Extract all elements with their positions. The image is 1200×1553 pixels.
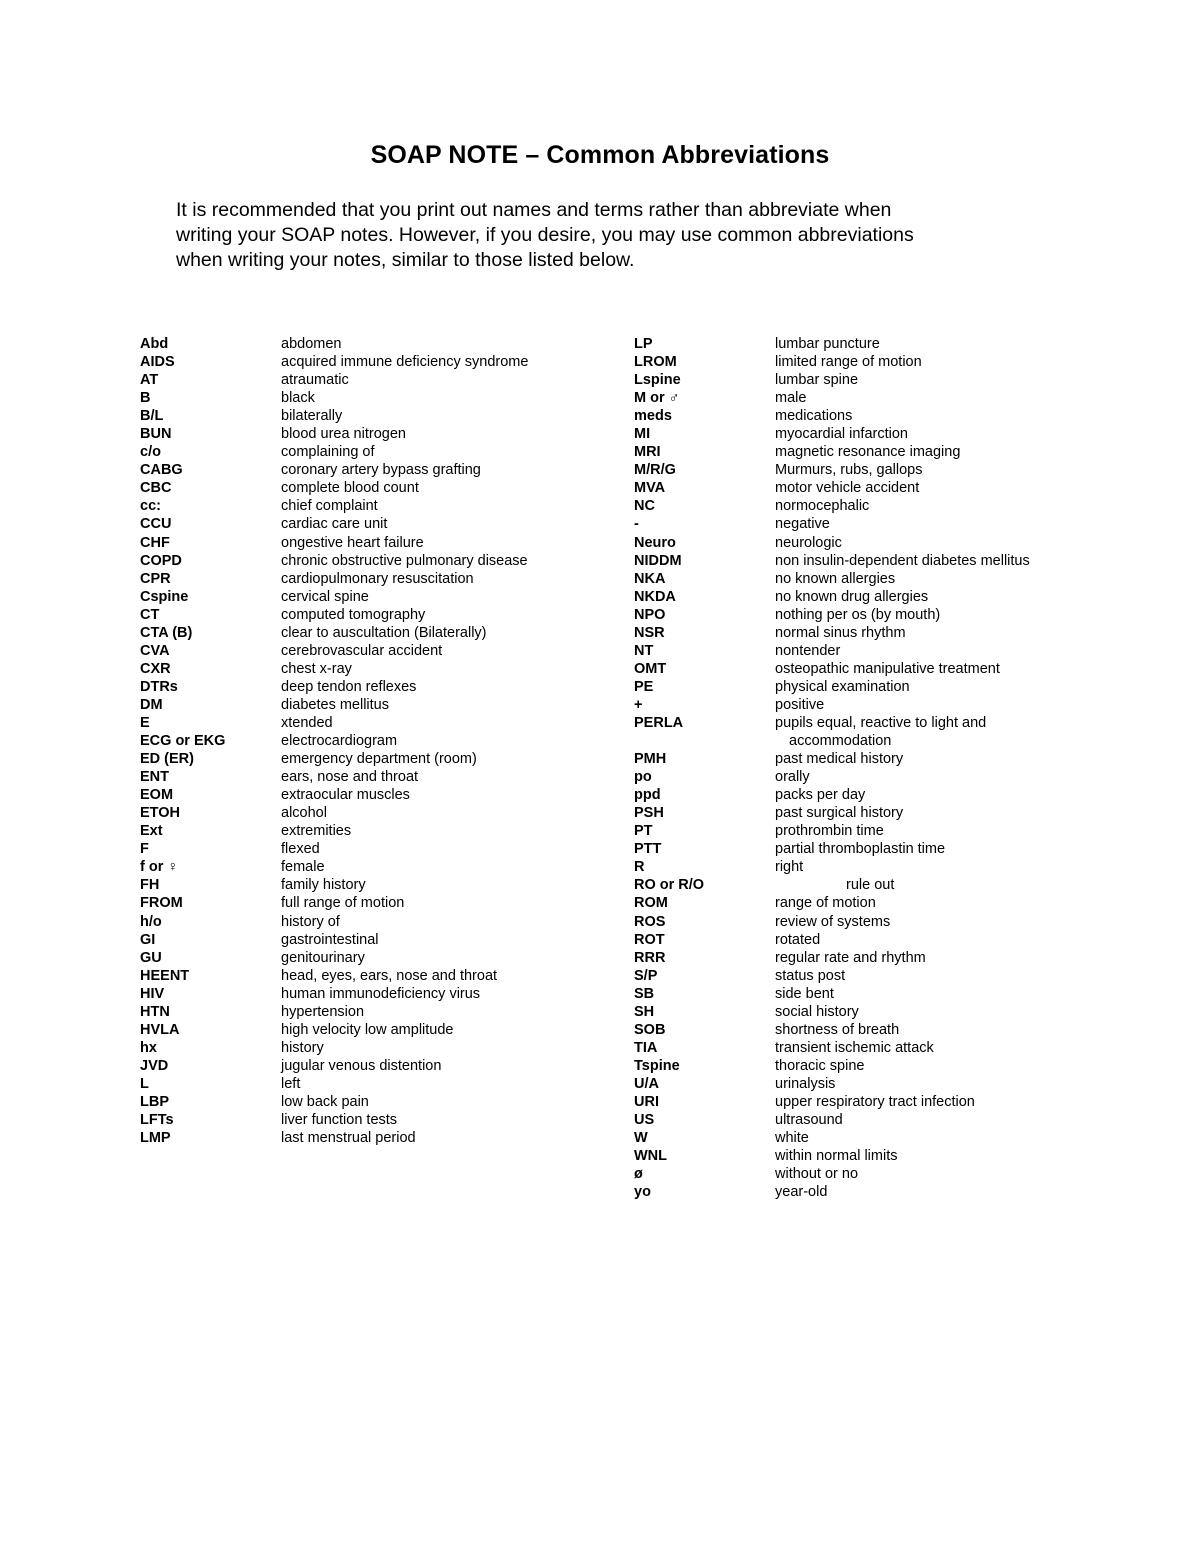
abbreviation-term: ROS	[634, 913, 666, 930]
abbreviation-term: LFTs	[140, 1112, 174, 1129]
abbreviation-row	[634, 407, 1084, 425]
abbreviation-term: F	[140, 841, 149, 858]
abbreviation-term: cc:	[140, 498, 161, 515]
abbreviation-definition: medications	[775, 408, 853, 425]
abbreviation-row	[140, 515, 610, 533]
abbreviation-row	[634, 570, 1084, 588]
abbreviation-row	[140, 840, 610, 858]
abbreviation-definition: neurologic	[775, 534, 842, 551]
abbreviation-row	[140, 949, 610, 967]
abbreviation-definition: hypertension	[281, 1003, 365, 1020]
abbreviation-term: NC	[634, 498, 655, 515]
abbreviation-definition: blood urea nitrogen	[281, 426, 406, 443]
abbreviation-term: -	[634, 516, 639, 533]
abbreviation-term: NIDDM	[634, 552, 682, 569]
abbreviation-definition: within normal limits	[775, 1148, 898, 1165]
abbreviation-row	[140, 425, 610, 443]
abbreviation-row	[634, 750, 1084, 768]
abbreviation-definition: packs per day	[775, 787, 866, 804]
abbreviation-row	[140, 389, 610, 407]
abbreviation-definition: computed tomography	[281, 606, 426, 623]
abbreviation-definition: social history	[775, 1003, 859, 1020]
abbreviation-definition: shortness of breath	[775, 1021, 900, 1038]
abbreviation-definition: cardiac care unit	[281, 516, 388, 533]
abbreviation-term: PT	[634, 823, 653, 840]
abbreviation-definition: magnetic resonance imaging	[775, 444, 961, 461]
abbreviation-row	[140, 642, 610, 660]
abbreviation-row	[140, 606, 610, 624]
abbreviation-row	[634, 443, 1084, 461]
abbreviation-row	[140, 588, 610, 606]
abbreviation-row	[140, 804, 610, 822]
right-abbreviation-list	[634, 335, 1084, 1201]
abbreviation-row	[634, 606, 1084, 624]
abbreviation-term: ROT	[634, 931, 665, 948]
abbreviation-row	[634, 425, 1084, 443]
abbreviation-definition: transient ischemic attack	[775, 1039, 934, 1056]
abbreviation-row	[140, 822, 610, 840]
abbreviation-term: Tspine	[634, 1057, 680, 1074]
abbreviation-term: Neuro	[634, 534, 676, 551]
abbreviation-definition: right	[775, 859, 804, 876]
abbreviation-term: CBC	[140, 480, 172, 497]
abbreviation-definition: ongestive heart failure	[281, 534, 424, 551]
abbreviation-definition: clear to auscultation (Bilaterally)	[281, 624, 487, 641]
abbreviation-definition: male	[775, 390, 807, 407]
abbreviation-row	[634, 822, 1084, 840]
abbreviation-term: US	[634, 1112, 655, 1129]
abbreviation-row	[634, 1075, 1084, 1093]
abbreviation-row	[140, 858, 610, 876]
abbreviation-term: LBP	[140, 1093, 169, 1110]
abbreviation-term: Abd	[140, 336, 169, 352]
abbreviation-row	[634, 876, 1084, 894]
abbreviation-definition: last menstrual period	[281, 1130, 416, 1147]
abbreviation-definition: acquired immune deficiency syndrome	[281, 354, 529, 371]
abbreviation-definition: Murmurs, rubs, gallops	[775, 462, 923, 479]
abbreviation-definition: female	[281, 859, 325, 876]
abbreviation-term: HEENT	[140, 967, 190, 984]
abbreviation-row	[634, 353, 1084, 371]
abbreviation-definition: extremities	[281, 823, 352, 840]
abbreviation-row	[634, 1003, 1084, 1021]
abbreviation-term: CCU	[140, 516, 172, 533]
abbreviation-row	[140, 714, 610, 732]
abbreviation-definition: ultrasound	[775, 1112, 843, 1129]
abbreviation-term: EOM	[140, 787, 174, 804]
abbreviation-term: RO or R/O	[634, 877, 705, 894]
abbreviation-definition: no known drug allergies	[775, 588, 929, 605]
abbreviation-definition: chest x-ray	[281, 660, 352, 677]
abbreviation-row	[140, 768, 610, 786]
abbreviation-definition: past medical history	[775, 751, 904, 768]
abbreviation-definition: physical examination	[775, 678, 910, 695]
abbreviation-row	[140, 552, 610, 570]
abbreviation-definition: head, eyes, ears, nose and throat	[281, 967, 498, 984]
abbreviation-term: W	[634, 1130, 648, 1147]
abbreviation-term: FROM	[140, 895, 183, 912]
abbreviation-definition: emergency department (room)	[281, 751, 477, 768]
abbreviation-definition: atraumatic	[281, 372, 349, 389]
abbreviation-row	[634, 534, 1084, 552]
abbreviation-term: CPR	[140, 570, 171, 587]
abbreviation-definition: cardiopulmonary resuscitation	[281, 570, 474, 587]
abbreviation-row	[140, 1093, 610, 1111]
abbreviation-row	[634, 371, 1084, 389]
abbreviation-row	[634, 913, 1084, 931]
abbreviation-row	[140, 985, 610, 1003]
abbreviation-row	[634, 479, 1084, 497]
abbreviation-term: meds	[634, 408, 672, 425]
abbreviation-definition: osteopathic manipulative treatment	[775, 660, 1000, 677]
abbreviation-term: AT	[140, 372, 159, 389]
abbreviation-definition: cervical spine	[281, 588, 369, 605]
abbreviation-term: c/o	[140, 444, 161, 461]
abbreviation-row	[140, 660, 610, 678]
abbreviation-definition: range of motion	[775, 895, 876, 912]
abbreviation-row	[634, 389, 1084, 407]
abbreviation-row	[634, 1039, 1084, 1057]
abbreviation-row	[634, 985, 1084, 1003]
abbreviation-term: B/L	[140, 408, 164, 425]
abbreviation-term: CHF	[140, 534, 170, 551]
abbreviation-row	[634, 967, 1084, 985]
abbreviation-definition: thoracic spine	[775, 1057, 865, 1074]
abbreviation-definition: family history	[281, 877, 366, 894]
abbreviation-row	[140, 1057, 610, 1075]
abbreviation-definition: diabetes mellitus	[281, 696, 389, 713]
abbreviation-definition: rotated	[775, 931, 821, 948]
abbreviation-definition: nothing per os (by mouth)	[775, 606, 941, 623]
abbreviation-definition: history of	[281, 913, 340, 930]
abbreviation-definition: review of systems	[775, 913, 891, 930]
abbreviation-row	[634, 931, 1084, 949]
abbreviation-definition: complete blood count	[281, 480, 419, 497]
abbreviation-term: M/R/G	[634, 462, 676, 479]
abbreviation-definition: partial thromboplastin time	[775, 841, 946, 858]
abbreviation-definition: upper respiratory tract infection	[775, 1093, 975, 1110]
abbreviation-term: URI	[634, 1093, 659, 1110]
abbreviation-definition: non insulin-dependent diabetes mellitus	[775, 552, 1030, 569]
abbreviation-definition: prothrombin time	[775, 823, 884, 840]
abbreviation-term: SB	[634, 985, 655, 1002]
intro-line: when writing your notes, similar to those listed below.	[176, 249, 635, 271]
abbreviation-definition: coronary artery bypass grafting	[281, 462, 481, 479]
abbreviation-term: HTN	[140, 1003, 170, 1020]
abbreviation-definition: limited range of motion	[775, 354, 922, 371]
abbreviation-term: PTT	[634, 841, 662, 858]
intro-paragraph	[176, 198, 1036, 273]
abbreviation-term: h/o	[140, 913, 162, 930]
abbreviation-term: ø	[634, 1166, 643, 1183]
abbreviation-term: E	[140, 714, 150, 731]
abbreviation-row	[634, 1183, 1084, 1201]
abbreviation-definition: status post	[775, 967, 846, 984]
abbreviation-row	[140, 335, 610, 353]
abbreviation-term: M or ♂	[634, 390, 680, 407]
abbreviation-row	[634, 732, 1084, 750]
abbreviation-term: LMP	[140, 1130, 171, 1147]
abbreviation-row	[140, 732, 610, 750]
intro-line: writing your SOAP notes. However, if you desire, you may use common abbreviations	[176, 224, 914, 246]
abbreviation-row	[634, 552, 1084, 570]
abbreviation-term: BUN	[140, 426, 172, 443]
abbreviation-definition: orally	[775, 769, 810, 786]
abbreviation-term: NSR	[634, 624, 665, 641]
abbreviation-term: DTRs	[140, 678, 178, 695]
abbreviation-term: PE	[634, 678, 654, 695]
abbreviation-term: MRI	[634, 444, 661, 461]
abbreviation-row	[634, 840, 1084, 858]
abbreviation-row	[140, 696, 610, 714]
abbreviation-row	[140, 913, 610, 931]
abbreviation-row	[634, 714, 1084, 732]
abbreviation-row	[140, 353, 610, 371]
abbreviation-term: NKA	[634, 570, 666, 587]
abbreviation-definition: low back pain	[281, 1093, 369, 1110]
abbreviation-term: ppd	[634, 787, 661, 804]
abbreviation-definition: cerebrovascular accident	[281, 642, 443, 659]
abbreviation-definition: left	[281, 1075, 301, 1092]
abbreviation-row	[140, 1021, 610, 1039]
abbreviation-definition: negative	[775, 516, 830, 533]
abbreviation-term: ROM	[634, 895, 668, 912]
intro-line: It is recommended that you print out names and terms rather than abbreviate when	[176, 199, 892, 221]
abbreviation-term: CT	[140, 606, 160, 623]
abbreviation-row	[140, 931, 610, 949]
abbreviation-definition: deep tendon reflexes	[281, 678, 417, 695]
abbreviation-term: GU	[140, 949, 162, 966]
abbreviation-term: HVLA	[140, 1021, 180, 1038]
abbreviation-term: OMT	[634, 660, 667, 677]
abbreviation-definition: alcohol	[281, 805, 327, 822]
abbreviation-row	[140, 750, 610, 768]
abbreviation-row	[140, 570, 610, 588]
abbreviation-row	[140, 1075, 610, 1093]
abbreviation-term: CXR	[140, 660, 171, 677]
abbreviation-definition: nontender	[775, 642, 841, 659]
abbreviation-row	[634, 678, 1084, 696]
abbreviation-term: B	[140, 390, 151, 407]
abbreviation-row	[140, 624, 610, 642]
abbreviation-row	[634, 642, 1084, 660]
abbreviation-row	[140, 461, 610, 479]
abbreviation-term: hx	[140, 1039, 157, 1056]
abbreviation-row	[634, 1147, 1084, 1165]
abbreviation-row	[634, 949, 1084, 967]
abbreviation-term: U/A	[634, 1075, 659, 1092]
abbreviation-row	[634, 1111, 1084, 1129]
abbreviation-definition: chief complaint	[281, 498, 378, 515]
abbreviation-definition: without or no	[775, 1166, 859, 1183]
abbreviation-definition: xtended	[281, 714, 333, 731]
abbreviation-row	[140, 1129, 610, 1147]
abbreviation-row	[140, 967, 610, 985]
abbreviation-row	[140, 894, 610, 912]
abbreviation-term: FH	[140, 877, 160, 894]
abbreviation-definition: lumbar spine	[775, 372, 859, 389]
abbreviation-row	[634, 588, 1084, 606]
abbreviation-term: GI	[140, 931, 156, 948]
abbreviation-row	[634, 786, 1084, 804]
abbreviation-term: CTA (B)	[140, 624, 193, 641]
abbreviation-term: HIV	[140, 985, 165, 1002]
abbreviation-term: JVD	[140, 1057, 169, 1074]
abbreviation-row	[634, 1057, 1084, 1075]
abbreviation-definition: white	[775, 1130, 809, 1147]
abbreviation-definition: liver function tests	[281, 1112, 398, 1129]
abbreviation-term: L	[140, 1075, 149, 1092]
abbreviation-definition: myocardial infarction	[775, 426, 908, 443]
abbreviation-row	[634, 858, 1084, 876]
page-title: SOAP NOTE – Common Abbreviations	[370, 141, 830, 169]
abbreviation-definition: genitourinary	[281, 949, 365, 966]
abbreviation-definition: positive	[775, 696, 825, 713]
abbreviation-term: MVA	[634, 480, 666, 497]
abbreviation-definition: history	[281, 1039, 324, 1056]
abbreviation-term: WNL	[634, 1148, 668, 1165]
abbreviation-definition: regular rate and rhythm	[775, 949, 926, 966]
abbreviation-term: ETOH	[140, 805, 181, 822]
abbreviation-term: Ext	[140, 823, 163, 840]
abbreviation-row	[634, 894, 1084, 912]
abbreviation-definition: jugular venous distention	[281, 1057, 442, 1074]
abbreviation-term: NPO	[634, 606, 666, 623]
abbreviation-term: R	[634, 859, 645, 876]
abbreviation-term: SOB	[634, 1021, 666, 1038]
abbreviation-row	[634, 1129, 1084, 1147]
abbreviation-term: SH	[634, 1003, 655, 1020]
abbreviation-term: MI	[634, 426, 651, 443]
abbreviation-term: CVA	[140, 642, 170, 659]
abbreviation-definition: pupils equal, reactive to light and	[775, 714, 987, 731]
abbreviation-term: TIA	[634, 1039, 658, 1056]
abbreviation-term: Cspine	[140, 588, 189, 605]
abbreviation-row	[140, 678, 610, 696]
abbreviation-definition: normal sinus rhythm	[775, 624, 906, 641]
abbreviation-definition: side bent	[775, 985, 834, 1002]
abbreviation-definition: electrocardiogram	[281, 733, 398, 750]
abbreviation-definition: urinalysis	[775, 1075, 836, 1092]
abbreviation-row	[634, 696, 1084, 714]
abbreviation-row	[140, 1003, 610, 1021]
abbreviation-term: AIDS	[140, 354, 175, 371]
abbreviation-row	[140, 1039, 610, 1057]
abbreviation-row	[634, 1021, 1084, 1039]
abbreviation-row	[634, 660, 1084, 678]
abbreviation-row	[140, 479, 610, 497]
abbreviation-row	[634, 335, 1084, 353]
abbreviation-row	[140, 1111, 610, 1129]
abbreviation-row	[634, 461, 1084, 479]
abbreviation-definition: motor vehicle accident	[775, 480, 920, 497]
abbreviation-term: PSH	[634, 805, 664, 822]
abbreviation-definition: black	[281, 390, 315, 407]
abbreviation-definition: human immunodeficiency virus	[281, 985, 481, 1002]
abbreviation-term: DM	[140, 696, 163, 713]
abbreviation-term: f or ♀	[140, 859, 179, 876]
abbreviation-row	[634, 497, 1084, 515]
abbreviation-term: COPD	[140, 552, 182, 569]
abbreviation-term: yo	[634, 1184, 651, 1201]
abbreviation-term: PERLA	[634, 714, 684, 731]
abbreviation-row	[140, 786, 610, 804]
abbreviation-definition: bilaterally	[281, 408, 343, 425]
abbreviation-definition: gastrointestinal	[281, 931, 379, 948]
abbreviation-row	[140, 534, 610, 552]
abbreviation-term: LROM	[634, 354, 677, 371]
abbreviation-definition: year-old	[775, 1184, 828, 1201]
abbreviation-row	[140, 443, 610, 461]
abbreviation-row	[634, 768, 1084, 786]
abbreviation-row	[140, 407, 610, 425]
abbreviation-definition: normocephalic	[775, 498, 870, 515]
abbreviation-term: po	[634, 769, 652, 786]
abbreviation-term: PMH	[634, 751, 667, 768]
abbreviation-definition: ears, nose and throat	[281, 769, 419, 786]
abbreviation-definition: no known allergies	[775, 570, 896, 587]
abbreviation-definition: past surgical history	[775, 805, 904, 822]
abbreviation-definition: complaining of	[281, 444, 375, 461]
abbreviation-term: RRR	[634, 949, 666, 966]
abbreviation-term: ED (ER)	[140, 751, 194, 768]
abbreviation-definition: accommodation	[789, 733, 892, 750]
abbreviation-definition: lumbar puncture	[775, 336, 880, 352]
abbreviation-row	[634, 1165, 1084, 1183]
abbreviation-row	[140, 371, 610, 389]
abbreviation-definition: extraocular muscles	[281, 787, 410, 804]
abbreviation-definition: high velocity low amplitude	[281, 1021, 454, 1038]
abbreviation-term: LP	[634, 336, 653, 352]
abbreviation-term: ENT	[140, 769, 169, 786]
abbreviation-term: ECG or EKG	[140, 733, 226, 750]
abbreviation-definition: rule out	[846, 877, 895, 894]
abbreviation-term: CABG	[140, 462, 183, 479]
abbreviation-definition: chronic obstructive pulmonary disease	[281, 552, 528, 569]
abbreviation-row	[634, 624, 1084, 642]
abbreviation-definition: flexed	[281, 841, 320, 858]
abbreviation-term: NKDA	[634, 588, 676, 605]
abbreviation-term: Lspine	[634, 372, 681, 389]
abbreviation-row	[140, 497, 610, 515]
abbreviation-row	[634, 515, 1084, 533]
abbreviation-row	[634, 804, 1084, 822]
abbreviation-row	[140, 876, 610, 894]
abbreviation-term: +	[634, 696, 643, 713]
abbreviation-term: S/P	[634, 967, 658, 984]
abbreviation-term: NT	[634, 642, 654, 659]
left-abbreviation-list	[140, 335, 610, 1147]
abbreviation-definition: abdomen	[281, 336, 342, 352]
abbreviation-row	[634, 1093, 1084, 1111]
abbreviation-definition: full range of motion	[281, 895, 405, 912]
